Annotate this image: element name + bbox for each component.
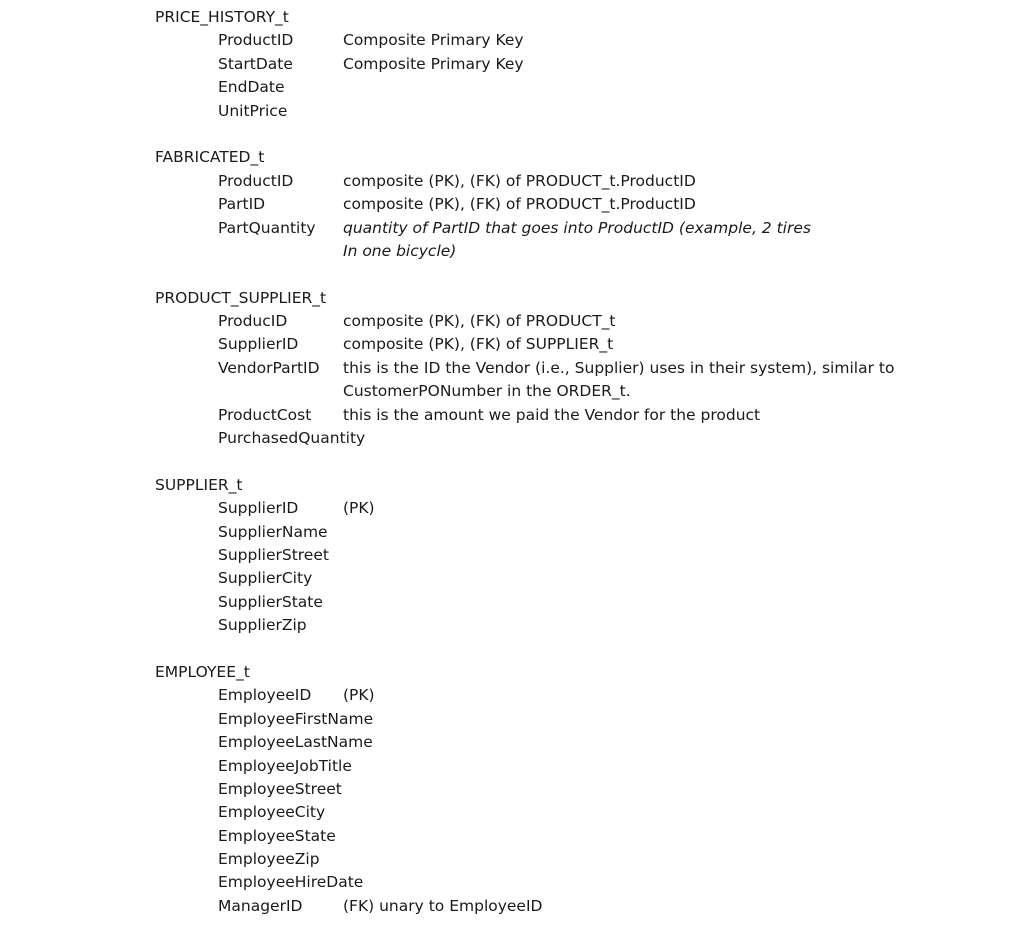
field-description-line: composite (PK), (FK) of PRODUCT_t.ProductID [343,171,696,190]
table-definition [155,287,1024,451]
field-description [343,310,898,333]
field-name: ProductCost [218,405,312,424]
field-row [155,193,1024,216]
field-row [155,755,1024,778]
field-name: EmployeeID [218,686,312,705]
field-row [155,310,1024,333]
table-name: PRODUCT_SUPPLIER_t [155,288,327,307]
field-name: SupplierName [218,522,328,541]
field-description [343,53,898,76]
table-name: PRICE_HISTORY_t [155,8,289,26]
field-row [155,521,1024,544]
field-name: StartDate [218,54,293,73]
field-name: ManagerID [218,896,303,915]
field-description [343,544,898,567]
field-row [155,404,1024,427]
table-name: EMPLOYEE_t [155,662,250,681]
field-row [155,76,1024,99]
field-description-line: (PK) [343,686,375,705]
field-description-line: In one bicycle) [343,241,457,260]
table-definition [155,474,1024,638]
field-description [343,404,898,427]
field-row [155,544,1024,567]
field-description [343,778,898,801]
field-description-line: quantity of PartID that goes into ProductID (example, 2 tires [343,218,811,237]
field-description-line: composite (PK), (FK) of SUPPLIER_t [343,335,614,354]
field-name: EmployeeLastName [218,733,373,752]
field-description [343,170,898,193]
field-description [343,731,898,754]
field-description-line: this is the ID the Vendor (i.e., Supplier) uses in their system), similar to [343,358,895,377]
field-row [155,614,1024,637]
field-row [155,53,1024,76]
field-description [343,825,898,848]
schema-document [155,6,1024,918]
field-row [155,29,1024,52]
field-description-line: composite (PK), (FK) of PRODUCT_t [343,312,616,331]
field-description [343,427,898,450]
field-name: SupplierID [218,499,299,518]
field-description [343,357,898,404]
field-row [155,801,1024,824]
field-row [155,708,1024,731]
field-description [343,333,898,356]
field-description [343,521,898,544]
field-name: EmployeeHireDate [218,873,364,892]
field-description [343,567,898,590]
field-description [343,100,898,123]
table-definition [155,6,1024,123]
field-description [343,848,898,871]
field-row [155,871,1024,894]
field-description [343,755,898,778]
field-description [343,591,898,614]
field-name: EmployeeFirstName [218,709,374,728]
field-description-line: CustomerPONumber in the ORDER_t. [343,382,631,401]
field-description-line: this is the amount we paid the Vendor for the product [343,405,761,424]
field-description [343,193,898,216]
field-description [343,801,898,824]
field-row [155,895,1024,918]
field-name: EmployeeCity [218,803,326,822]
field-row [155,497,1024,520]
field-description [343,29,898,52]
table-definition [155,661,1024,918]
field-row [155,357,1024,404]
field-description [343,871,898,894]
field-name: ProductID [218,31,294,50]
field-row [155,170,1024,193]
field-description [343,614,898,637]
field-name: EmployeeStreet [218,779,342,798]
field-row [155,100,1024,123]
table-definition [155,146,1024,263]
field-row [155,848,1024,871]
field-name: VendorPartID [218,358,320,377]
field-name: PartQuantity [218,218,316,237]
field-row [155,217,1024,264]
field-row [155,825,1024,848]
field-row [155,567,1024,590]
field-description-line: (PK) [343,499,375,518]
field-name: EndDate [218,78,285,97]
field-name: EmployeeZip [218,850,320,869]
field-name: ProductID [218,171,294,190]
table-name: FABRICATED_t [155,148,265,167]
field-name: SupplierStreet [218,545,329,564]
field-name: UnitPrice [218,101,288,120]
field-row [155,591,1024,614]
field-description [343,708,898,731]
field-description [343,895,898,918]
field-row [155,333,1024,356]
field-row [155,778,1024,801]
field-name: ProducID [218,312,288,331]
field-row [155,731,1024,754]
field-name: EmployeeState [218,826,336,845]
field-row [155,427,1024,450]
field-description-line: composite (PK), (FK) of PRODUCT_t.ProductID [343,195,696,214]
field-name: PartID [218,195,266,214]
field-description [343,684,898,707]
field-description [343,497,898,520]
field-name: SupplierID [218,335,299,354]
field-name: SupplierState [218,592,323,611]
table-name: SUPPLIER_t [155,475,243,494]
field-description-line: (FK) unary to EmployeeID [343,896,543,915]
field-name: EmployeeJobTitle [218,756,352,775]
field-name: SupplierCity [218,569,313,588]
field-description [343,217,898,264]
field-description-line: Composite Primary Key [343,54,524,73]
field-name: PurchasedQuantity [218,429,366,448]
field-row [155,684,1024,707]
field-name: SupplierZip [218,616,307,635]
field-description-line: Composite Primary Key [343,31,524,50]
field-description [343,76,898,99]
